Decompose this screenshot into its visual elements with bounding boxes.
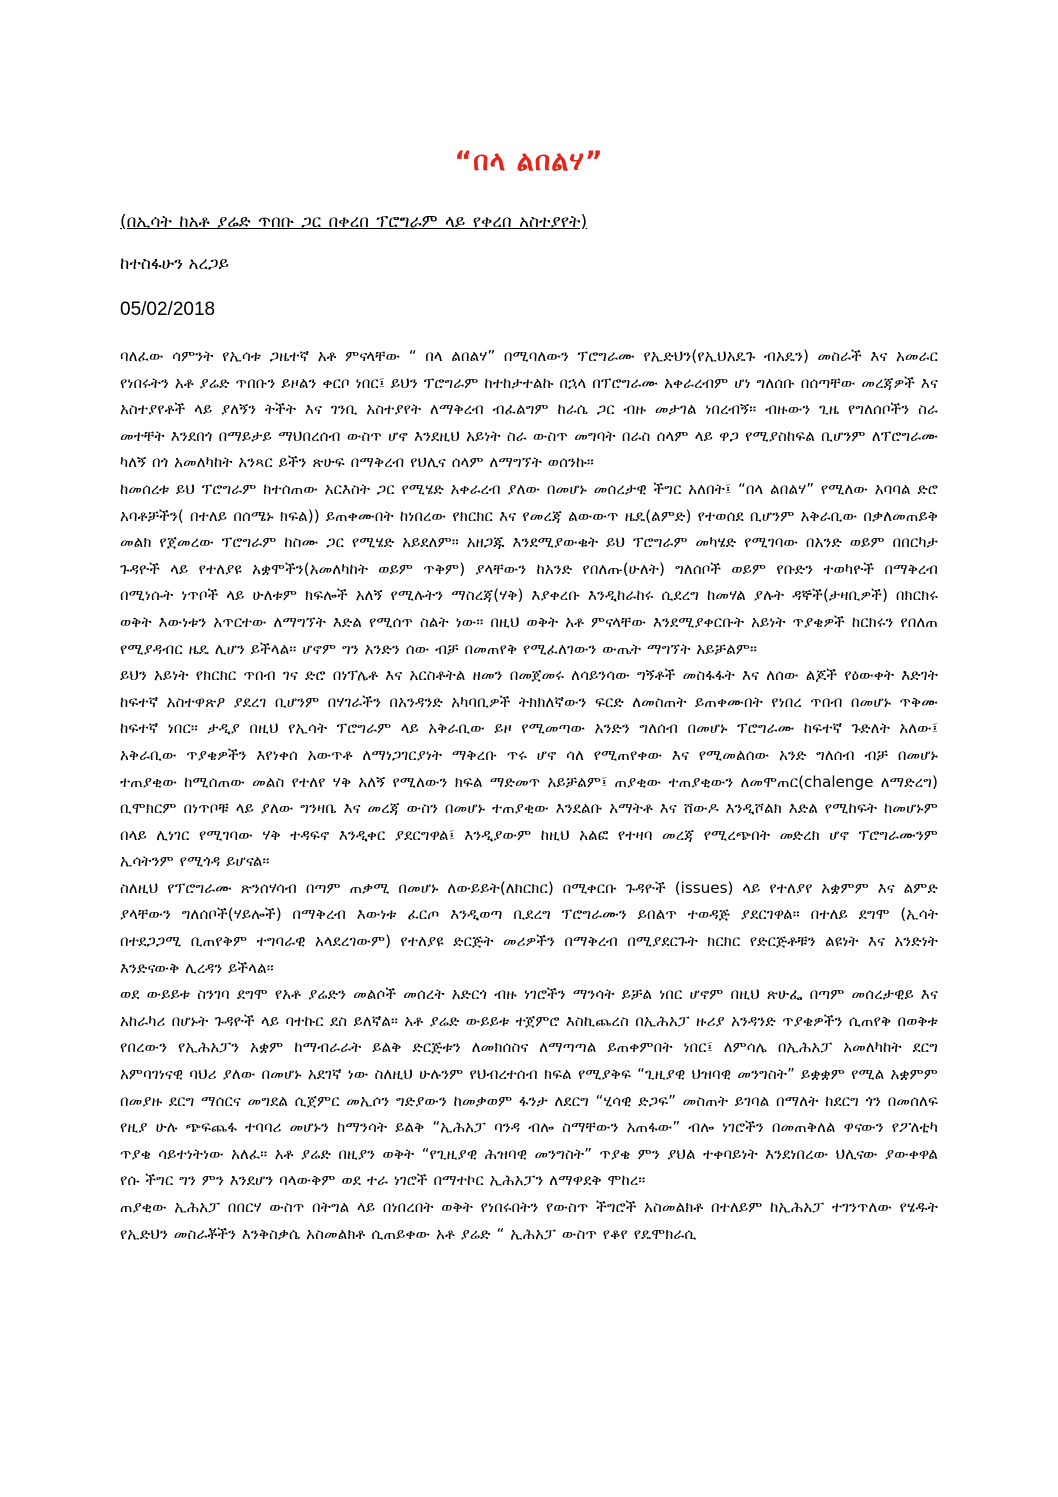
article-body [120,343,938,1247]
paragraph: ስለዚህ የፕሮግራሙ ጽንሰሃሳብ በጣም ጠቃሚ በመሆኑ ለውይይት(ለክርክር) በሚቀርቡ ጉዳዮች (issues) ላይ የተለያየ አቋምም እና ልምድ ያላቸውን ግለሰቦች(ሃይሎች) በማቅረብ እውነቱ ፈርጦ እንዲወጣ ቢደረግ ፕሮግራሙን ይበልጥ ተወዳጅ ያደርገዋል። በተለይ ደግሞ (ኢሳት በተደጋጋሚ ቢጠየቅም ተግባራዊ አላደረገውም) የተለያዩ ድርጅት መሪዎችን በማቅረብ በሚያደርጉት ክርክር የድርጅቶቹን ልዩነት እና አንድነት እንድናውቅ ሊረዳን ይችላል። [120,878,938,977]
document-subtitle: (በኢሳት ከአቶ ያሬድ ጥበቡ ጋር በቀረበ ፕሮግራም ላይ የቀረበ አስተያየት) [120,212,588,232]
author-line: ከተስፋሁን አረጋይ [120,254,229,274]
paragraph: ባለፈው ሳምንት የኢሳቱ ጋዜተኛ አቶ ምናላቸው “ በላ ልበልሃ” በሚባለውን ፕሮግራሙ የኢድህን(የኢህአዴጉ ብአዴን) መስራች እና አመራር የነበሩትን አቶ ያሬድ ጥበቡን ይዞልን ቀርቦ ነበር፤ ይህን ፕሮግራም ከተከታተልኩ በኋላ በፕሮግራሙ አቀራረብም ሆነ ግለሰቡ በሰጣቸው መረጃዎች እና አስተያየቶች ላይ ያለኝን ትችት እና ገንቢ አስተያየት ለማቅረብ ብፈልግም ከራሴ ጋር ብዙ መታገል ነበረብኝ። ብዙውን ጊዜ የግለሰቦችን ስራ መተቸት እንደበጎ በማይታይ ማህበረሰብ ውስጥ ሆኖ እንደዚህ አይነት ስራ ውስጥ መግባት በራስ ሰላም ላይ ዋጋ የሚያስከፍል ቢሆንም ለፕሮግራሙ ካለኝ በጎ አመለካከት አንጻር ይችን ጽሁፍ በማቅረብ የህሊና ሰላም ለማግኘት ወሰንኩ። [120,347,938,472]
document-title: “በላ ልበልሃ” [454,146,604,177]
paragraph: ይህን አይነት የክርክር ጥበብ ገና ድሮ በነፕሌቶ እና አርስቶትል ዘመን በመጀመሩ ለሳይንሳው ግኝቶች መስፋፋት እና ለሰው ልጆች የዕውቀት እድገት ከፍተኛ አስተዋጽዖ ያደረገ ቢሆንም በሃገራችን በአንዳንድ አካባቢዎች ትክክለኛውን ፍርድ ለመስጠት ይጠቀሙበት የነበረ ጥበብ በመሆኑ ጥቅሙ ከፍተኛ ነበር። ታዲያ በዚህ የኢሳት ፕሮግራም ላይ አቅራቢው ይዞ የሚመጣው አንድን ግለሰብ በመሆኑ ፕሮግራሙ ከፍተኛ ጉድለት አለው፤ አቅራቢው ጥያቄዎችን እየነቀሰ አውጥቶ ለማነጋገርያነት ማቅረቡ ጥሩ ሆኖ ሳለ የሚጠየቀው እና የሚመልሰው አንድ ግለሰብ ብቻ በመሆኑ ተጠያቂው ከሚሰጠው መልስ የተለየ ሃቅ አለኝ የሚለውን ክፍል ማድመጥ አይቻልም፤ ጠያቂው ተጠያቂውን ለመሞጠር(chalenge ለማድረግ) ቢሞክርም በነጥቦቹ ላይ ያለው ግንዛቤ እና መረጃ ውስን በመሆኑ ተጠያቂው እንደልቡ አማትቶ እና ሸውዶ እንዲሾልክ እድል የሚከፍት ከመሆኑም በላይ ሊነገር የሚገባው ሃቅ ተዳፍኖ እንዲቀር ያደርግዋል፤ እንዲያውም ከዚህ አልፎ የተዛባ መረጃ የሚረጭበት መድረክ ሆኖ ፕሮግራሙንም ኢሳትንም የሚጎዳ ይሆናል። [120,666,938,871]
paragraph: ወደ ውይይቱ ስንገባ ደግሞ የአቶ ያሬድን መልሶች መሰረት አድርጎ ብዙ ነገሮችን ማንሳት ይቻል ነበር ሆኖም በዚህ ጽሁፌ በጣም መሰረታዊይ እና አከራካሪ በሆኑት ጉዳዮች ላይ ባተኩር ደስ ይለኛል። አቶ ያሬድ ውይይቱ ተጀምሮ እስኪጨረስ በኢሕአፓ ዙሪያ አንዳንድ ጥያቄዎችን ሲጠየቅ በወቅቱ የበረውን የኢሕአፓን አቋም ከማብራራት ይልቅ ድርጅቱን ለመክሰስና ለማጣጣል ይጠቀምበት ነበር፤ ለምሳሌ በኢሕአፓ አመለካከት ደርግ አምባገነናዊ ባህሪ ያለው በመሆኑ አደገኛ ነው ስለዚህ ሁሉንም የህብረተሰብ ክፍል የሚያቅፍ “ጊዚያዊ ህዝባዊ መንግስት” ይቋቋም የሚል አቋምም በመያዙ ደርግ ማሰርና መግደል ሲጀምር መኢሶን ግድያውን ከመቃወም ፋንታ ለደርግ “ሂሳዊ ድጋፍ” መስጠት ይገባል በማለት ከደርግ ጎን በመሰለፍ የዚያ ሁሉ ጭፍጨፋ ተባባሪ መሆኑን ከማንሳት ይልቅ “ኢሕአፓ ባንዳ ብሎ ስማቸውን አጠፋው” ብሎ ነገሮችን በመጠቅለል ዋናውን የፖለቲካ ጥያቄ ሳይተነትነው አለፈ። አቶ ያሬድ በዚያን ወቅት “የጊዚያዊ ሕዝባዊ መንግስት” ጥያቄ ምን ያህል ተቀባይነት እንደነበረው ህሊናው ያውቀዋል የሱ ችግር ግን ምን እንደሆን ባላውቅም ወደ ተራ ነገሮች በማተኮር ኢሕአፓን ለማዋደቅ ሞከረ። [120,985,938,1190]
date-line: 05/02/2018 [120,299,216,320]
document-page [120,130,938,1247]
paragraph: ጠያቂው ኢሕአፓ በበርሃ ውስጥ በትግል ላይ በነበረበት ወቅት የነበሩበትን የውስጥ ችግሮች አስመልክቶ በተለይም ከኢሕአፓ ተገንጥለው የሄዱት የኢድህን መስራቾችን እንቅስቃሴ አስመልክቶ ሲጠይቀው አቶ ያሬድ “ ኢሕአፓ ውስጥ የቆየ የዴሞክራሲ [120,1198,938,1243]
paragraph: ከመሰረቱ ይህ ፕሮግራም ከተሰጠው አርእስት ጋር የሚሄድ አቀራረብ ያለው በመሆኑ መሰረታዊ ችግር አለበት፤ “በላ ልበልሃ” የሚለው አባባል ድሮ አባቶቻችን( በተለይ በሰሜኑ ክፍል)) ይጠቀሙበት ከነበረው የክርክር እና የመረጃ ልውውጥ ዜዴ(ልምድ) የተወሰደ ቢሆንም አቅራቢው በቃለመጠይቅ መልክ የጀመረው ፕሮግራም ከስሙ ጋር የሚሄድ አይደለም። አዘጋጁ እንደሚያውቁት ይህ ፕሮግራም መካሄድ የሚገባው በአንድ ወይም በበርካታ ጉዳዮች ላይ የተለያዩ አቋሞችን(አመለካከት ወይም ጥቅም) ያላቸውን ከአንድ የበለጡ(ሁለት) ግለሰቦች ወይም የቡድን ተወካዮች በማቅረብ በሚነሱት ነጥቦች ላይ ሁለቱም ክፍሎች አለኝ የሚሉትን ማስረጃ(ሃቅ) እያቀረቡ እንዲከራከሩ ሲደረግ ከመሃል ያሉት ዳኞች(ታዛቢዎች) በክርክሩ ወቅት እውነቱን አጥርተው ለማግኘት እድል የሚሰጥ ስልት ነው። በዚህ ወቅት አቶ ምናላቸው እንደሚያቀርቡት አይነት ጥያቄዎች ከርክሩን የበለጠ የሚያዳብር ዜዴ ሊሆን ይችላል። ሆኖም ግን አንድን ሰው ብቻ በመጠየቅ የሚፈለገውን ውጤት ማግኘት አይቻልም። [120,479,938,658]
